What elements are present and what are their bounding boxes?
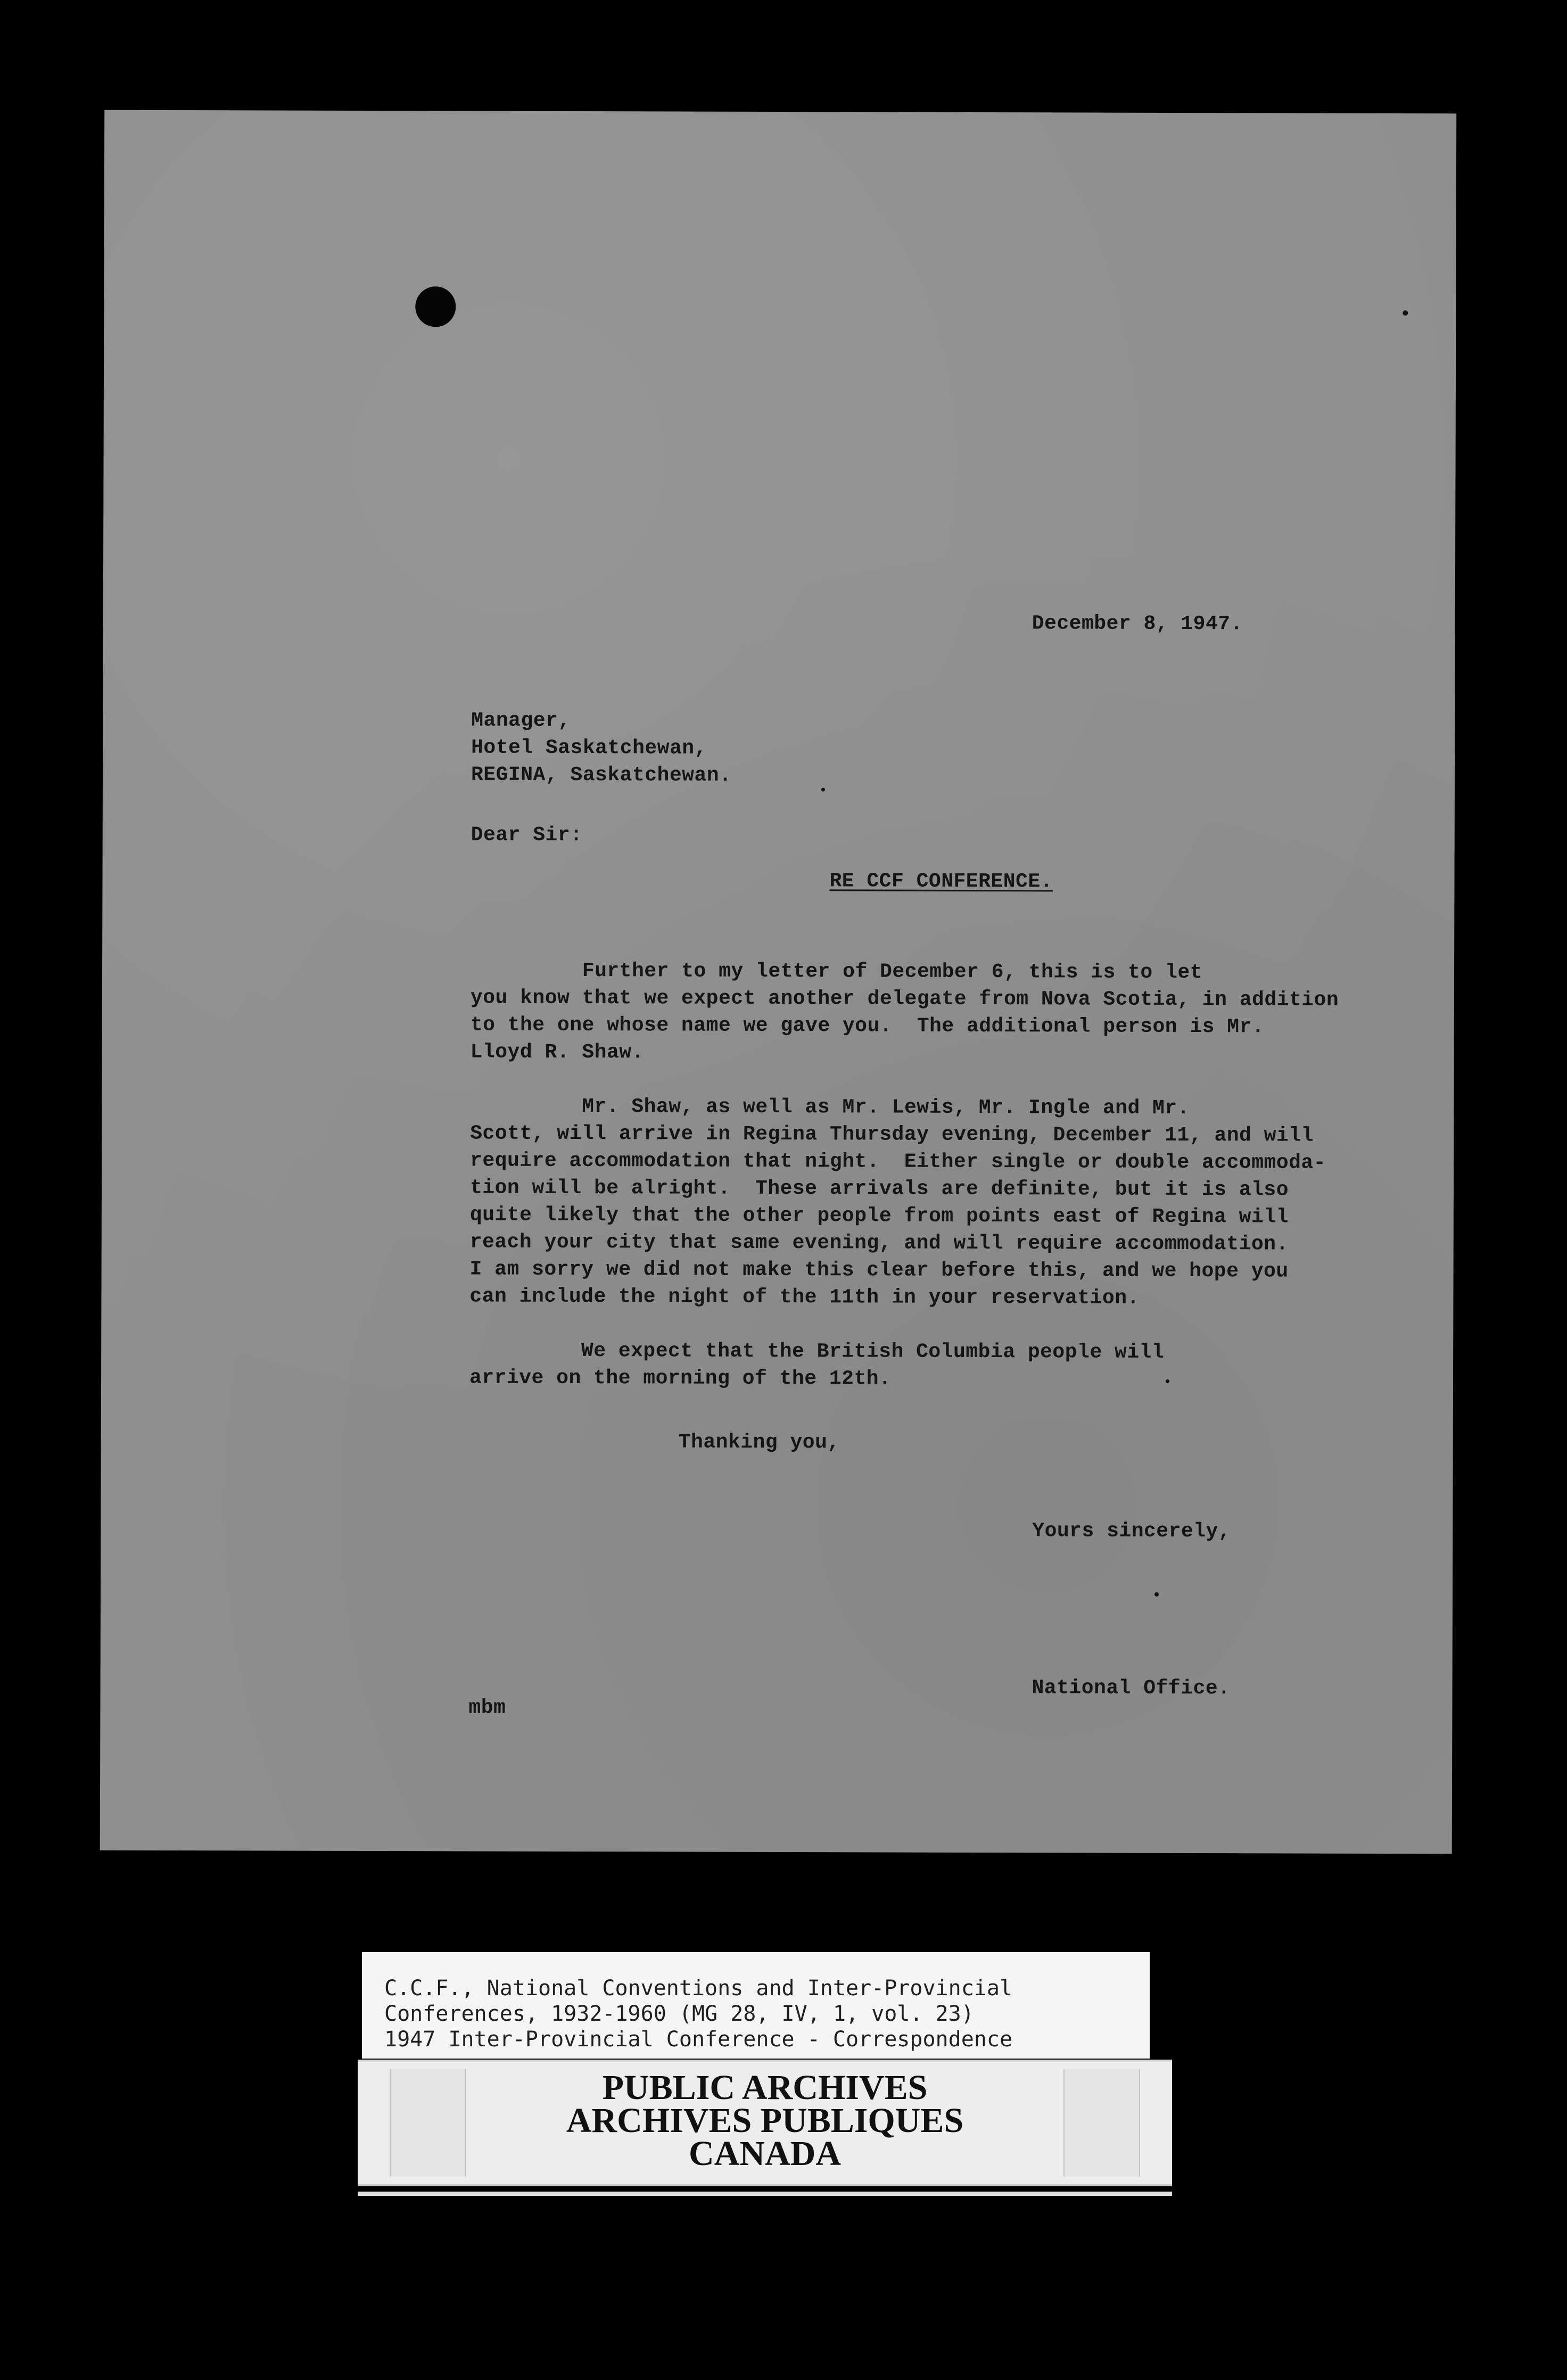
stamp-line: CANADA — [689, 2134, 841, 2173]
body-line: I am sorry we did not make this clear before this, and we hope you — [469, 1258, 1289, 1283]
body-line: quite likely that the other people from points east of Regina will — [469, 1203, 1289, 1229]
stamp-line: ARCHIVES PUBLIQUES — [566, 2101, 964, 2140]
body-line: arrive on the morning of the 12th. — [469, 1366, 892, 1391]
body-line: to the one whose name we gave you. The additional person is Mr. — [470, 1013, 1265, 1039]
archive-label-line: Conferences, 1932-1960 (MG 28, IV, 1, vol. 23) — [384, 2002, 974, 2026]
body-line: tion will be alright. These arrivals are definite, but it is also — [469, 1176, 1289, 1202]
addressee-line: Hotel Saskatchewan, — [471, 736, 707, 760]
closing-line: Yours sincerely, — [1032, 1519, 1231, 1543]
thanks-line: Thanking you, — [678, 1431, 840, 1455]
body-line: can include the night of the 11th in your reservation. — [469, 1285, 1140, 1310]
body-line: We expect that the British Columbia people will — [469, 1339, 1165, 1364]
body-line: Lloyd R. Shaw. — [470, 1040, 644, 1064]
speck — [1403, 310, 1408, 316]
speck — [1154, 1592, 1159, 1597]
archive-label-line: 1947 Inter-Provincial Conference - Correspondence — [384, 2027, 1013, 2052]
salutation: Dear Sir: — [471, 823, 583, 847]
subject-line: RE CCF CONFERENCE. — [829, 870, 1053, 894]
body-line: require accommodation that night. Either single or double accommoda- — [470, 1149, 1326, 1175]
letter-body — [469, 957, 1339, 1393]
addressee-line: REGINA, Saskatchewan. — [471, 763, 732, 787]
body-line: reach your city that same evening, and will require accommodation. — [469, 1230, 1289, 1256]
speck — [821, 788, 825, 791]
punch-hole — [415, 286, 456, 327]
addressee-block — [471, 707, 732, 789]
stamp-text — [358, 2068, 1172, 2173]
body-line: Scott, will arrive in Regina Thursday evening, December 11, and will — [470, 1122, 1314, 1147]
typist-initials: mbm — [468, 1696, 506, 1720]
body-line — [469, 1310, 1338, 1339]
stamp-divider — [358, 2192, 1172, 2196]
body-line: Further to my letter of December 6, this is to let — [470, 959, 1203, 985]
body-line: Mr. Shaw, as well as Mr. Lewis, Mr. Ingle and Mr. — [470, 1095, 1190, 1120]
stamp-line: PUBLIC ARCHIVES — [602, 2068, 928, 2107]
signature-line: National Office. — [1032, 1676, 1231, 1700]
archives-stamp — [358, 2060, 1172, 2186]
letter-date: December 8, 1947. — [1032, 612, 1243, 636]
letter-page — [100, 110, 1457, 1854]
archive-label — [362, 1952, 1150, 2059]
body-line: you know that we expect another delegate from Nova Scotia, in addition — [470, 986, 1339, 1012]
body-line — [470, 1065, 1338, 1095]
archive-label-line: C.C.F., National Conventions and Inter-Provincial — [384, 1976, 1013, 2001]
addressee-line: Manager, — [471, 709, 571, 732]
